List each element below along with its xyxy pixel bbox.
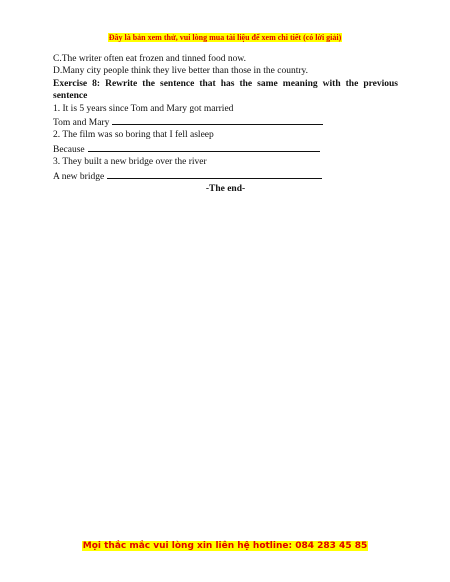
the-end-text: -The end- xyxy=(205,184,246,195)
exercise-item-3-answer-line xyxy=(53,169,398,183)
answer-blank[interactable] xyxy=(107,169,322,179)
exercise-item-2-sentence: 2. The film was so boring that I fell asleep xyxy=(53,130,214,141)
document-content xyxy=(53,53,398,195)
exercise-item-1-answer-line xyxy=(53,115,398,129)
answer-prompt: Because xyxy=(53,144,85,155)
exercise-item-1-sentence: 1. It is 5 years since Tom and Mary got married xyxy=(53,103,234,114)
hotline-text: Mọi thắc mắc vui lòng xin liên hệ hotline: 084 283 45 85 xyxy=(82,541,368,551)
preview-notice-text: Đây là bản xem thử, vui lòng mua tài liệu để xem chi tiết (có lời giải) xyxy=(108,33,342,42)
exercise-item-3-sentence: 3. They built a new bridge over the river xyxy=(53,157,207,168)
answer-prompt: Tom and Mary xyxy=(53,118,110,129)
preview-notice-banner xyxy=(0,27,450,45)
answer-prompt: A new bridge xyxy=(53,171,105,182)
exercise-heading: Exercise 8: Rewrite the sentence that has the same meaning with the previous sentence xyxy=(53,78,398,102)
option-c: C.The writer often eat frozen and tinned food now. xyxy=(53,54,247,64)
answer-blank[interactable] xyxy=(112,115,323,125)
exercise-item-2-answer-line xyxy=(53,142,398,156)
option-d: D.Many city people think they live better than those in the country. xyxy=(53,66,309,77)
hotline-banner xyxy=(0,535,450,553)
answer-blank[interactable] xyxy=(88,142,320,152)
